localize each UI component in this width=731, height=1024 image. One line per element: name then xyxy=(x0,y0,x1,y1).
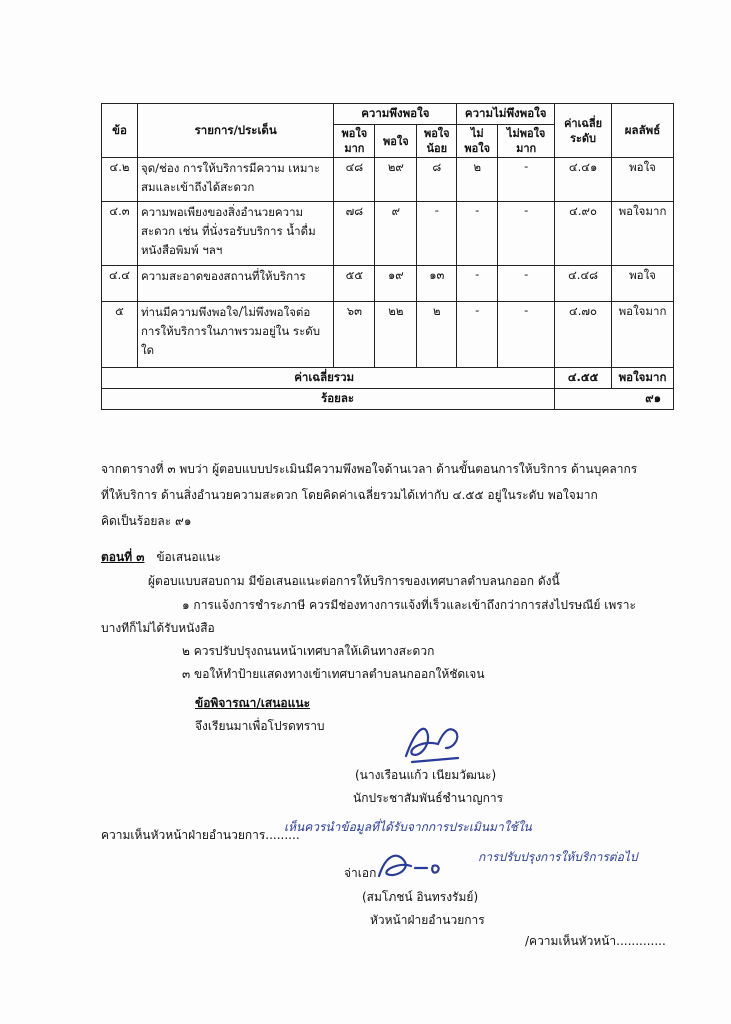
summary-line-1: จากตารางที่ ๓ พบว่า ผู้ตอบแบบประเมินมีความพึงพอใจด้านเวลา ด้านขั้นตอนการให้บริการ ด้านบุคลากร xyxy=(101,462,638,476)
table-row xyxy=(102,158,674,202)
row-no: ๔.๔ xyxy=(102,266,138,302)
cell-value: ๗๘ xyxy=(334,202,375,266)
total-label: ค่าเฉลี่ยรวม xyxy=(102,368,555,389)
table-row xyxy=(102,202,674,266)
cell-result: พอใจมาก xyxy=(612,202,674,266)
percent-value: ๙๑ xyxy=(555,389,674,410)
cell-value: - xyxy=(457,266,498,302)
header-satisfied-sub: พอใจ xyxy=(375,125,417,158)
header-slightly-satisfied: พอใจ น้อย xyxy=(417,125,457,158)
summary-line-2: ที่ให้บริการ ด้านสิ่งอำนวยความสะดวก โดยคิดค่าเฉลี่ยรวมได้เท่ากับ ๔.๕๕ อยู่ในระดับ พอใจมาก xyxy=(101,488,598,502)
cell-value: ๕๕ xyxy=(334,266,375,302)
cell-value: - xyxy=(498,266,555,302)
cell-value: - xyxy=(417,202,457,266)
total-result: พอใจมาก xyxy=(612,368,674,389)
signature-1 xyxy=(398,718,468,768)
cell-value: ๑๙ xyxy=(375,266,417,302)
header-satisfied: ความพึงพอใจ xyxy=(334,104,457,125)
header-average: ค่าเฉลี่ย ระดับ xyxy=(555,104,612,158)
header-dissatisfied: ความไม่พึงพอใจ xyxy=(457,104,555,125)
signer2-position: หัวหน้าฝ่ายอำนวยการ xyxy=(370,913,485,927)
survey-table xyxy=(101,103,674,410)
cell-average: ๔.๔๑ xyxy=(555,158,612,202)
cell-result: พอใจมาก xyxy=(612,302,674,368)
cell-value: ๒๒ xyxy=(375,302,417,368)
cell-value: - xyxy=(498,202,555,266)
header-item: รายการ/ประเด็น xyxy=(137,104,333,158)
table-row xyxy=(102,302,674,368)
header-very-satisfied: พอใจ มาก xyxy=(334,125,375,158)
cell-value: ๒๙ xyxy=(375,158,417,202)
suggestion-1: ๑ การแจ้งการชำระภาษี ควรมีช่องทางการแจ้งที่เร็วและเข้าถึงกว่าการส่งไปรษณีย์ เพราะ xyxy=(182,598,636,612)
suggestion-3: ๓ ขอให้ทำป้ายแสดงทางเข้าเทศบาลตำบลนกออกให้ชัดเจน xyxy=(182,667,485,681)
table-row xyxy=(102,266,674,302)
suggestion-2: ๒ ควรปรับปรุงถนนหน้าเทศบาลให้เดินทางสะดวก xyxy=(182,644,435,658)
cell-value: ๖๓ xyxy=(334,302,375,368)
header-no: ข้อ xyxy=(102,104,138,158)
cell-value: ๔๘ xyxy=(334,158,375,202)
cell-value: - xyxy=(498,158,555,202)
row-no: ๔.๓ xyxy=(102,202,138,266)
signer2-name: (สมโภชน์ อินทรงรัมย์) xyxy=(362,890,479,904)
signature-2 xyxy=(375,846,445,886)
cell-value: ๙ xyxy=(375,202,417,266)
total-average: ๔.๕๕ xyxy=(555,368,612,389)
cell-result: พอใจ xyxy=(612,158,674,202)
header-result: ผลลัพธ์ xyxy=(612,104,674,158)
cell-average: ๔.๙๐ xyxy=(555,202,612,266)
row-no: ๔.๒ xyxy=(102,158,138,202)
section3-heading-line xyxy=(101,548,221,567)
opinion-label: ความเห็นหัวหน้าฝ่ายอำนวยการ......... xyxy=(101,828,300,842)
opinion-handwritten-2: การปรับปรุงการให้บริการต่อไป xyxy=(478,850,638,864)
consider-text: จึงเรียนมาเพื่อโปรดทราบ xyxy=(195,719,325,733)
total-row xyxy=(102,368,674,389)
cell-value: ๑๓ xyxy=(417,266,457,302)
signer1-position: นักประชาสัมพันธ์ชำนาญการ xyxy=(353,791,504,805)
row-item: ความพอเพียงของสิ่งอำนวยความ สะดวก เช่น ที่นั่งรอรับบริการ น้ำดื่ม หนังสือพิมพ์ ฯลฯ xyxy=(137,202,333,266)
suggestion-1-cont: บางทีก็ไม่ได้รับหนังสือ xyxy=(101,621,215,635)
cell-value: - xyxy=(457,202,498,266)
section3-heading: ตอนที่ ๓ xyxy=(101,550,145,564)
cell-value: - xyxy=(498,302,555,368)
cell-average: ๔.๗๐ xyxy=(555,302,612,368)
opinion-handwritten-1: เห็นควรนำข้อมูลที่ได้รับจากการประเมินมาใช้ใน xyxy=(284,820,532,834)
percent-row xyxy=(102,389,674,410)
cell-average: ๔.๔๘ xyxy=(555,266,612,302)
section3-title: ข้อเสนอแนะ xyxy=(156,550,221,564)
footer-continuation: /ความเห็นหัวหน้า............. xyxy=(525,934,666,948)
row-item: ความสะอาดของสถานที่ให้บริการ xyxy=(137,266,333,302)
row-item: ท่านมีความพึงพอใจ/ไม่พึงพอใจต่อ การให้บริการในภาพรวมอยู่ใน ระดับใด xyxy=(137,302,333,368)
section3-intro: ผู้ตอบแบบสอบถาม มีข้อเสนอแนะต่อการให้บริการของเทศบาลตำบลนกออก ดังนี้ xyxy=(148,574,560,588)
row-no: ๕ xyxy=(102,302,138,368)
cell-value: ๒ xyxy=(457,158,498,202)
cell-value: ๒ xyxy=(417,302,457,368)
summary-line-3: คิดเป็นร้อยละ ๙๑ xyxy=(101,514,192,528)
percent-label: ร้อยละ xyxy=(102,389,555,410)
header-very-unsatisfied: ไม่พอใจ มาก xyxy=(498,125,555,158)
cell-value: ๘ xyxy=(417,158,457,202)
row-item: จุด/ช่อง การให้บริการมีความ เหมาะสมและเข้าถึงได้สะดวก xyxy=(137,158,333,202)
header-not-satisfied: ไม่ พอใจ xyxy=(457,125,498,158)
consider-heading: ข้อพิจารณา/เสนอแนะ xyxy=(195,696,311,710)
cell-value: - xyxy=(457,302,498,368)
cell-result: พอใจ xyxy=(612,266,674,302)
signer2-prefix: จ่าเอก xyxy=(344,866,377,880)
signer1-name: (นางเรือนแก้ว เนียมวัฒนะ) xyxy=(355,768,497,782)
